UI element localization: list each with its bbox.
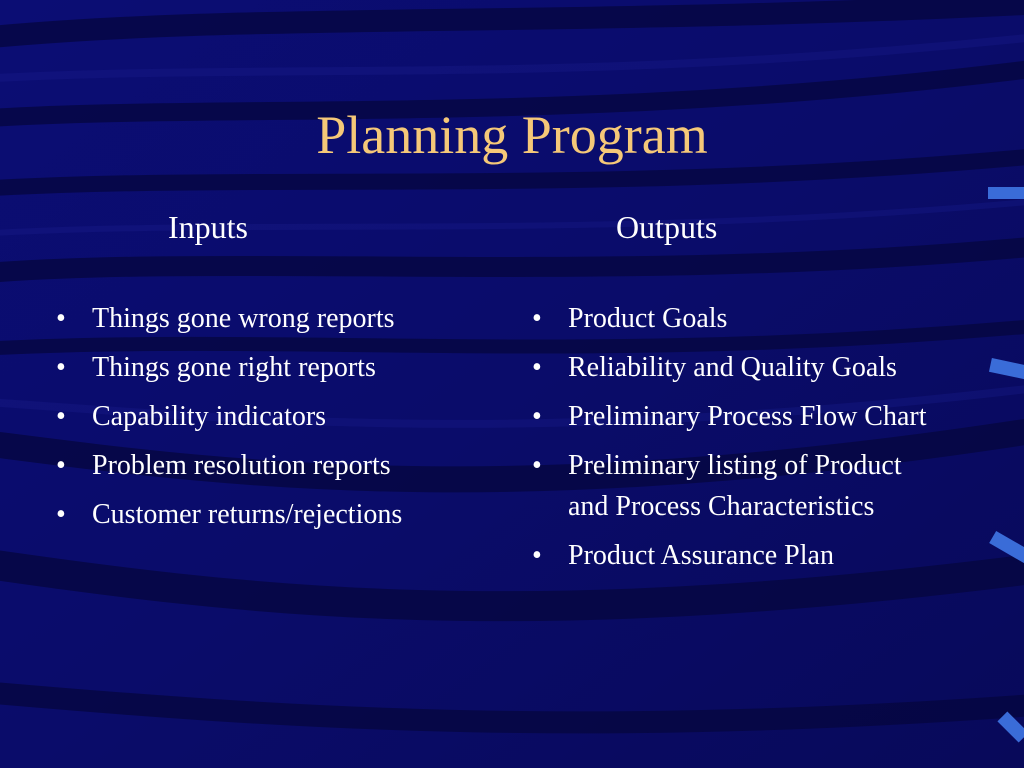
slide-title: Planning Program — [316, 105, 708, 165]
list-item-text: Reliability and Quality Goals — [568, 352, 897, 383]
bullet-icon: • — [532, 540, 542, 571]
list-item — [532, 298, 932, 339]
bullet-icon: • — [56, 401, 66, 432]
list-item-text: Capability indicators — [92, 401, 327, 432]
list-item-text: Things gone right reports — [92, 352, 376, 383]
outputs-list — [532, 298, 932, 584]
bullet-icon: • — [532, 352, 542, 383]
list-item — [56, 445, 496, 486]
list-item-text: Preliminary Process Flow Chart — [568, 401, 927, 432]
list-item — [56, 396, 496, 437]
bullet-icon: • — [532, 401, 542, 432]
list-item — [532, 396, 932, 437]
bullet-icon: • — [56, 499, 66, 530]
list-item-text: Things gone wrong reports — [92, 303, 395, 334]
list-item-text: Problem resolution reports — [92, 450, 391, 481]
list-item — [56, 494, 496, 535]
accent-mark — [988, 187, 1024, 199]
inputs-list — [56, 298, 496, 543]
list-item-text: Product Assurance Plan — [568, 540, 834, 571]
list-item-text: Customer returns/rejections — [92, 499, 403, 530]
list-item — [532, 535, 932, 576]
bullet-icon: • — [532, 450, 542, 481]
bullet-icon: • — [56, 450, 66, 481]
list-item — [56, 298, 496, 339]
outputs-heading: Outputs — [616, 209, 718, 245]
inputs-heading: Inputs — [168, 209, 248, 245]
bullet-icon: • — [56, 352, 66, 383]
list-item-text: Product Goals — [568, 303, 728, 334]
bullet-icon: • — [532, 303, 542, 334]
list-item — [532, 347, 932, 388]
list-item-text: Preliminary listing of Product and Process Characteristics — [568, 450, 902, 522]
bullet-icon: • — [56, 303, 66, 334]
list-item — [532, 445, 932, 527]
list-item — [56, 347, 496, 388]
